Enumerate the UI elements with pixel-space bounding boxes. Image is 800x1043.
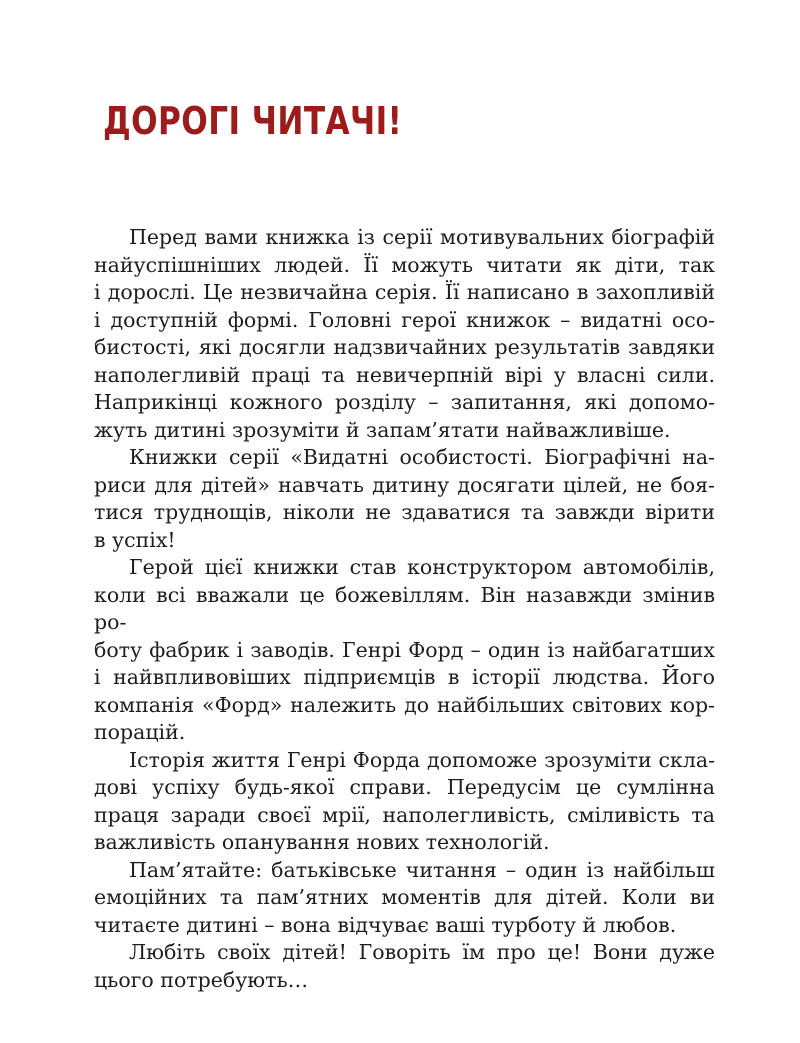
text-line: Перед вами книжка із серії мотивувальних біографій (129, 225, 715, 249)
text-line: Любіть своїх дітей! Говоріть їм про це! Вони дуже (129, 940, 715, 964)
text-line: Книжки серії «Видатні особистості. Біографічні на- (129, 445, 715, 469)
text-line: порацій. (94, 720, 186, 744)
paragraph (94, 747, 715, 857)
text-line: і доступній формі. Головні герої книжок – видатні осо- (94, 307, 715, 332)
page-title: ДОРОГІ ЧИТАЧІ! (103, 99, 403, 143)
text-line: емоційних та пам’ятних моментів для дітей. Коли ви (94, 885, 715, 909)
text-line: Історія життя Генрі Форда допоможе зрозуміти скла- (129, 747, 715, 772)
text-line: боту фабрик і заводів. Генрі Форд – один із найбагатших (94, 637, 715, 662)
text-line: в успіх! (94, 527, 176, 552)
text-line: цього потребують… (94, 967, 309, 992)
text-line: важливість опанування нових технологій. (94, 830, 550, 854)
paragraph (94, 857, 715, 940)
paragraph (94, 444, 715, 554)
text-line: Пам’ятайте: батьківське читання – один із найбільш (129, 857, 715, 882)
text-line: наполегливій праці та невичерпній вірі у власні сили. (94, 362, 715, 387)
paragraph (94, 939, 715, 994)
text-line: компанія «Форд» належить до найбільших світових кор- (94, 692, 715, 717)
text-line: читаєте дитині – вона відчуває ваші турботу й любов. (94, 912, 677, 937)
paragraph (94, 554, 715, 747)
text-line: і найвпливовіших підприємців в історії людства. Його (94, 665, 715, 689)
text-line: і дорослі. Це незвичайна серія. Її написано в захопливій (94, 280, 715, 304)
text-line: риси для дітей» навчать дитину досягати цілей, не боя- (94, 472, 715, 497)
text-line: тися труднощів, ніколи не здаватися та завжди вірити (94, 500, 715, 524)
text-line: дові успіху будь-якої справи. Передусім це сумлінна (94, 775, 715, 799)
text-line: коли всі вважали це божевіллям. Він назавжди змінив ро- (94, 582, 715, 634)
text-line: жуть дитині зрозуміти й запам’ятати найважливіше. (94, 417, 671, 442)
text-line: Наприкінці кожного розділу – запитання, які допомо- (94, 390, 715, 414)
text-line: Герой цієї книжки став конструктором автомобілів, (129, 555, 715, 579)
text-line: найуспішніших людей. Її можуть читати як діти, так (94, 252, 715, 277)
text-line: бистості, які досягли надзвичайних результатів завдяки (94, 335, 715, 359)
body-text (94, 224, 715, 994)
paragraph (94, 224, 715, 444)
text-line: праця заради своєї мрії, наполегливість, сміливість та (94, 802, 715, 827)
